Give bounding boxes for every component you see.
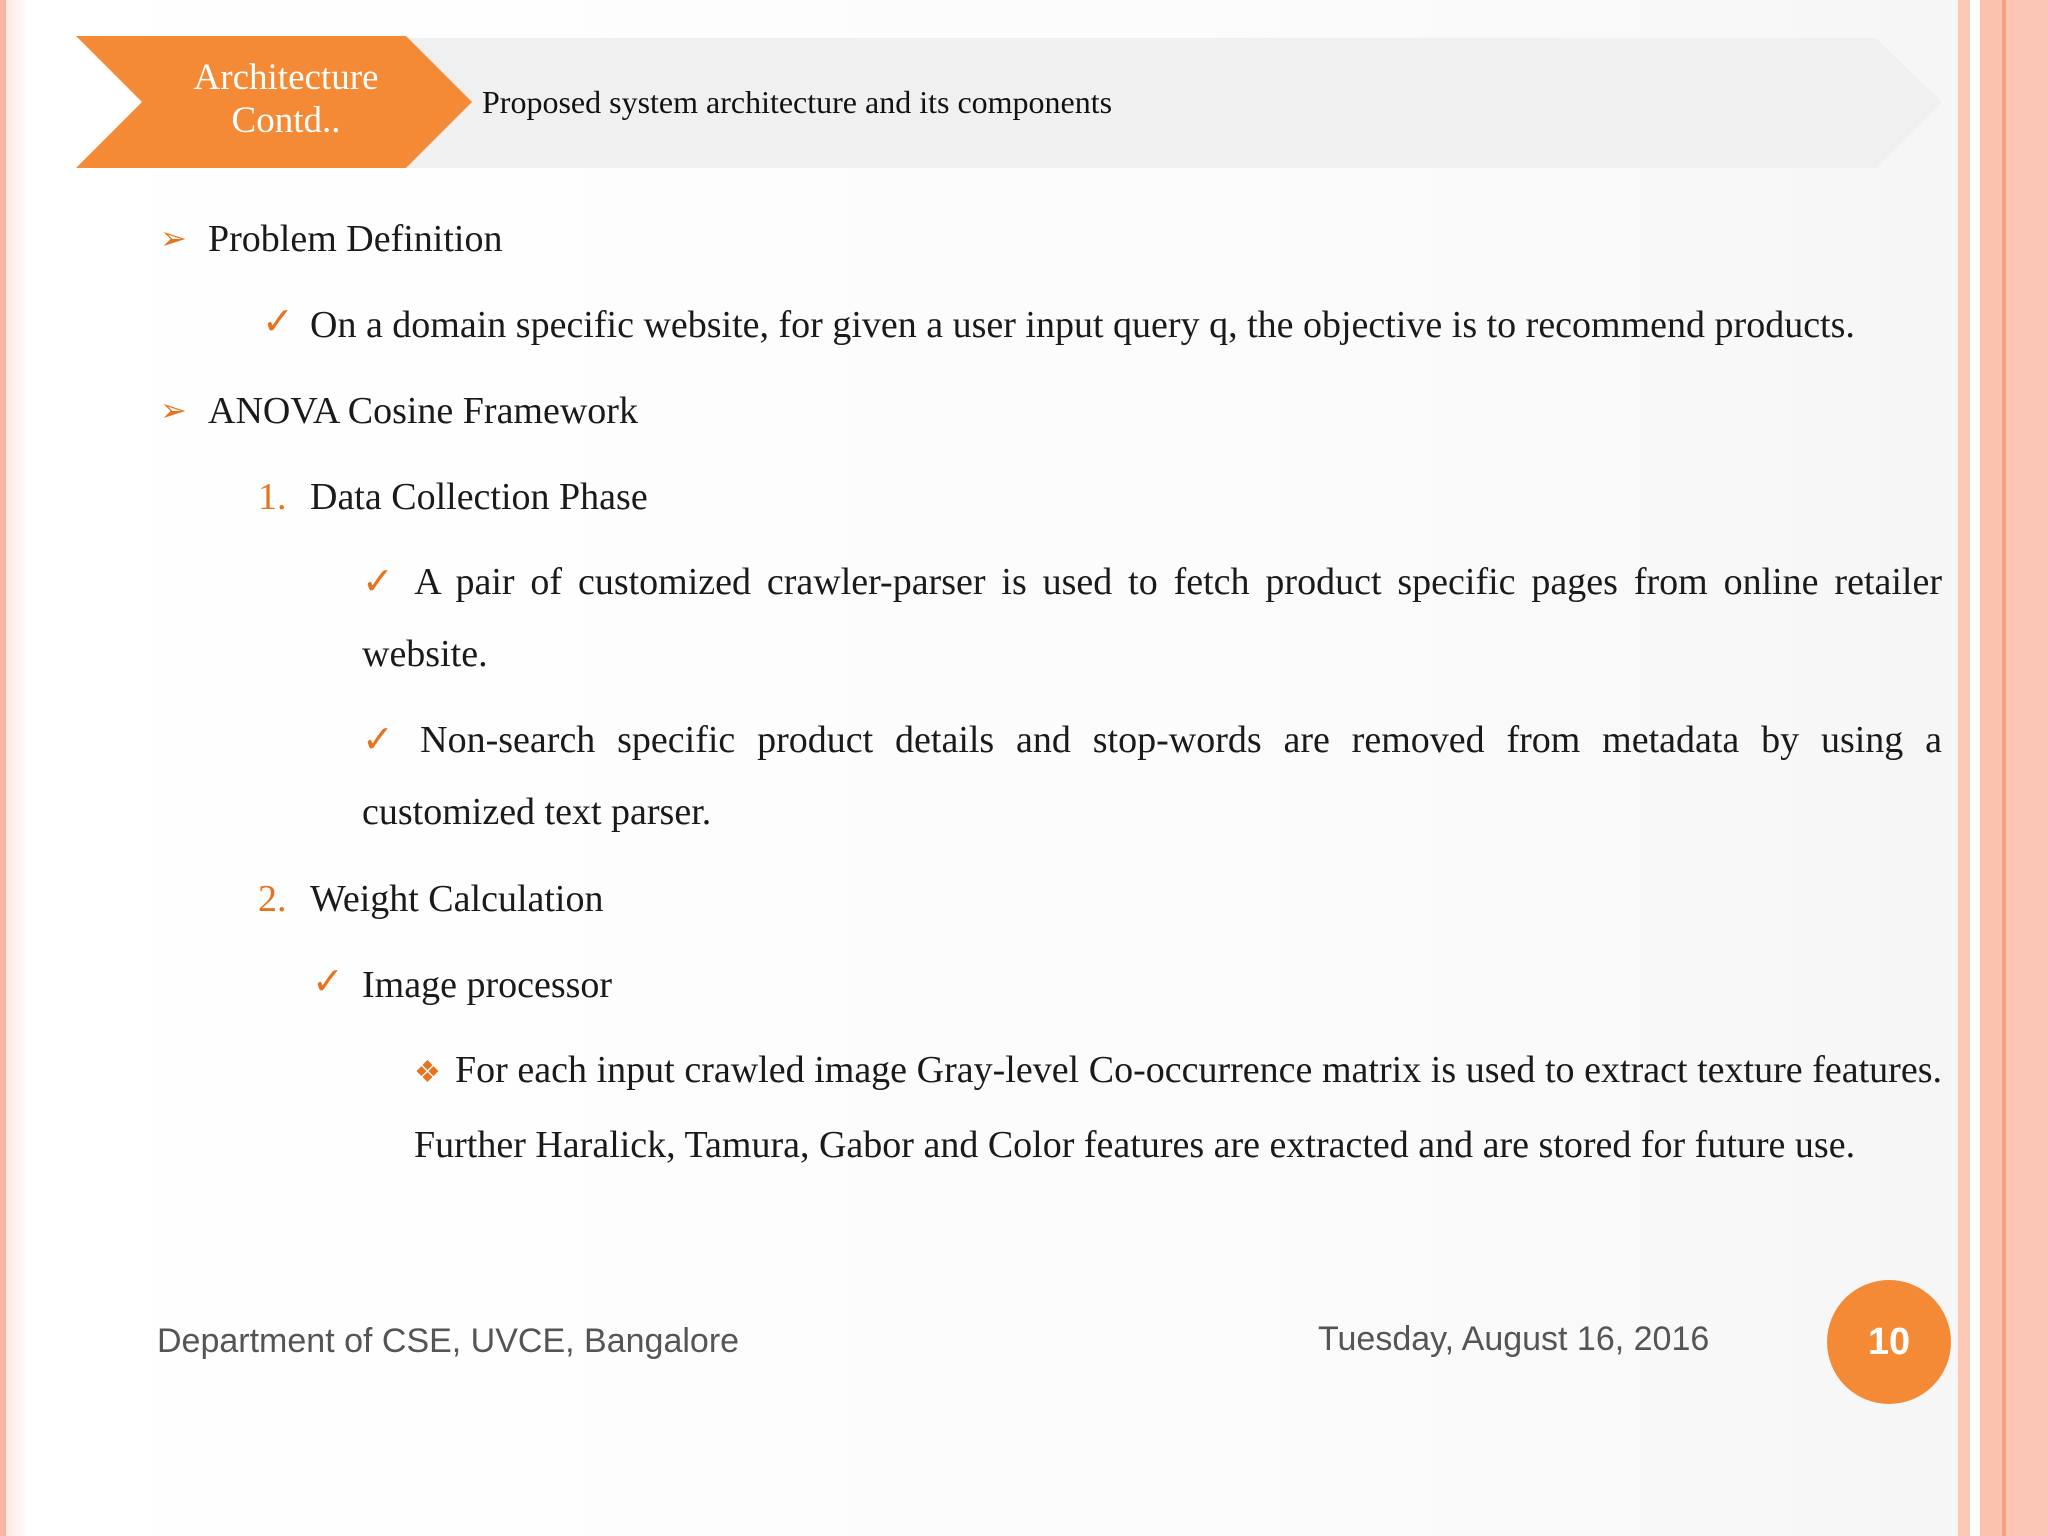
heading-text: ANOVA Cosine Framework — [208, 390, 638, 432]
footer-department: Department of CSE, UVCE, Bangalore — [157, 1322, 740, 1360]
check-icon: ✓ — [262, 301, 294, 343]
title-banner — [76, 36, 1946, 170]
item-title: Data Collection Phase — [310, 476, 648, 518]
item-number: 2. — [258, 878, 287, 920]
heading-text: Problem Definition — [208, 218, 503, 260]
section-label: Architecture Contd.. — [193, 57, 379, 141]
check-icon: ✓ — [312, 961, 344, 1003]
footer-date: Tuesday, August 16, 2016 — [1318, 1320, 1710, 1358]
item-title: Weight Calculation — [310, 878, 604, 920]
right-border-band — [2006, 0, 2048, 1536]
page-number-badge: 10 — [1827, 1280, 1951, 1404]
right-border-band — [1958, 0, 1970, 1536]
arrow-bullet-icon: ➢ — [160, 392, 187, 428]
right-border-band — [1970, 0, 1980, 1536]
check-icon: ✓ — [362, 561, 401, 603]
image-processor-detail — [414, 1034, 1942, 1181]
check-icon: ✓ — [362, 719, 407, 761]
arrow-bullet-icon: ➢ — [160, 220, 187, 256]
point-text: A pair of customized crawler-parser is used to fetch product specific pages from online retailer website. — [362, 561, 1943, 675]
sub-item-title: Image processor — [362, 964, 613, 1006]
right-border-band — [1980, 0, 2002, 1536]
problem-text: On a domain specific website, for given a user input query q, the objective is to recommend products. — [310, 304, 1855, 346]
phase1-point-2 — [362, 704, 1942, 848]
detail-text: For each input crawled image Gray-level Co-occurrence matrix is used to extract texture features. Further Haralick, Tamura, Gabor and Color features are extracted and are stored for future use. — [414, 1049, 1942, 1166]
diamond-bullet-icon: ❖ — [414, 1056, 442, 1089]
point-text: Non-search specific product details and stop-words are removed from metadata by using a customized text parser. — [362, 719, 1942, 833]
phase1-point-1 — [362, 546, 1942, 690]
item-number: 1. — [258, 476, 287, 518]
left-border-stripe — [0, 0, 28, 1536]
slide-subtitle: Proposed system architecture and its components — [482, 84, 1113, 120]
